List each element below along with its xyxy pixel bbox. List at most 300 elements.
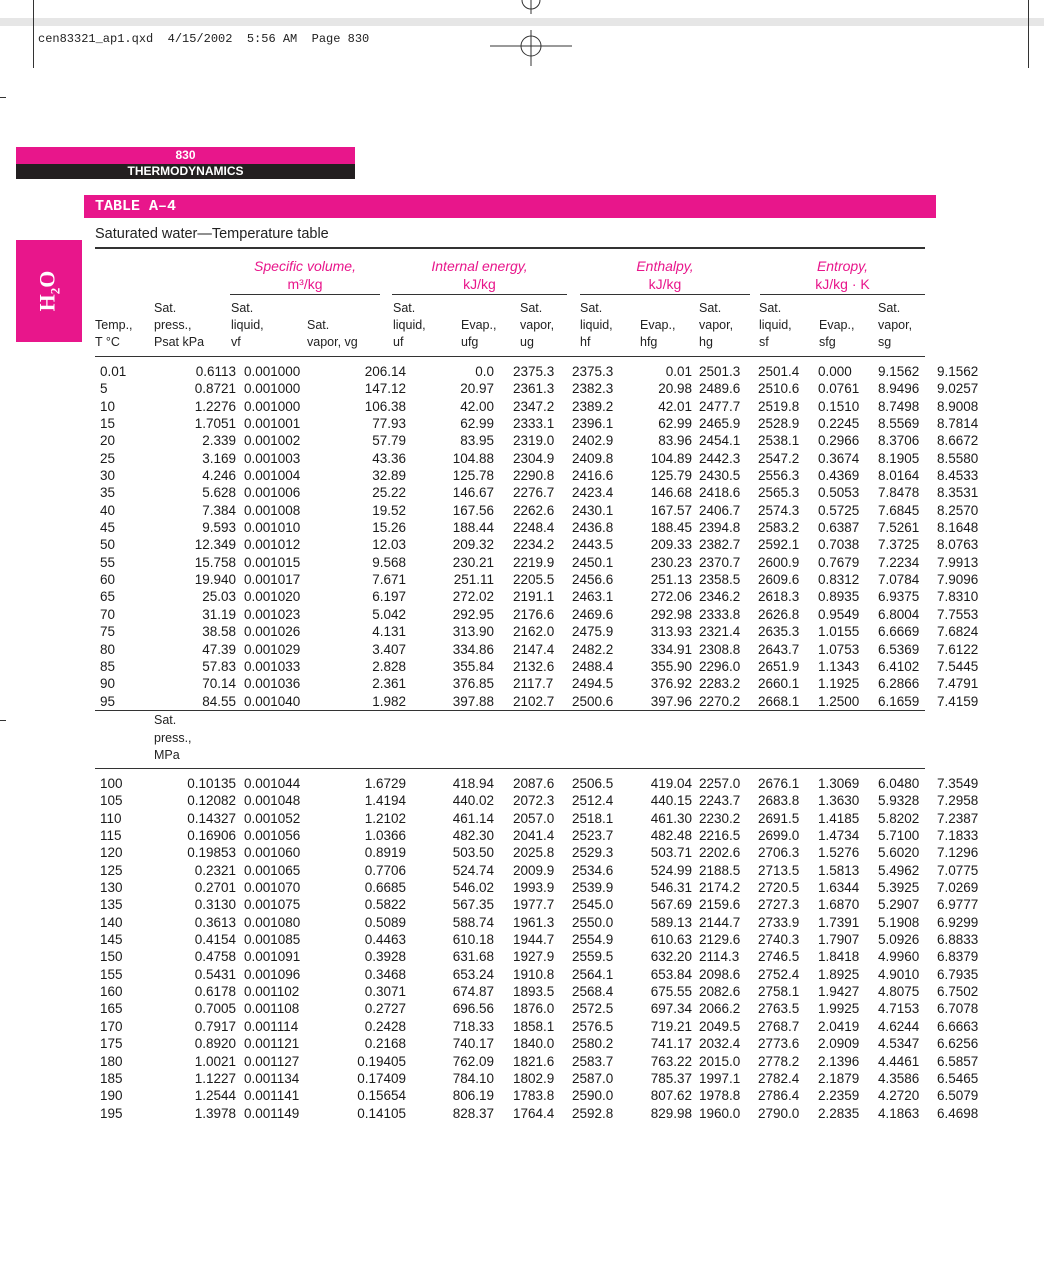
table-cell: 0.14327 — [187, 810, 236, 826]
table-cell: 807.62 — [650, 1088, 692, 1104]
table-cell: 2758.1 — [758, 984, 800, 1000]
table-cell: 1.8925 — [818, 966, 860, 982]
table-cell: 4.4461 — [878, 1053, 920, 1069]
table-row — [95, 1105, 984, 1122]
table-cell: 125 — [100, 862, 123, 878]
table-row — [95, 693, 984, 710]
table-cell: 251.11 — [453, 572, 494, 588]
table-cell: 567.69 — [650, 897, 692, 913]
table-cell: 0.7679 — [818, 554, 860, 570]
table-cell: 0.4758 — [194, 949, 236, 965]
table-cell: 2049.5 — [699, 1018, 741, 1034]
table-cell: 2176.6 — [513, 606, 555, 622]
table-cell: 0.001065 — [244, 862, 301, 878]
table-cell: 80 — [100, 641, 116, 657]
table-cell: 0.001000 — [244, 381, 301, 397]
table-cell: 145 — [100, 932, 123, 948]
table-cell: 167.57 — [650, 502, 692, 518]
table-cell: 4.5347 — [878, 1036, 920, 1052]
table-row — [95, 588, 984, 605]
table-row — [95, 914, 984, 931]
table-cell: 524.99 — [650, 862, 692, 878]
table-row — [95, 966, 984, 983]
table-cell: 2529.3 — [572, 845, 614, 861]
table-cell: 2786.4 — [758, 1088, 800, 1104]
table-cell: 2773.6 — [758, 1036, 800, 1052]
table-cell: 2406.7 — [699, 502, 741, 518]
table-cell: 2098.6 — [699, 966, 741, 982]
table-cell: 2450.1 — [572, 554, 614, 570]
table-cell: 0.5431 — [194, 966, 236, 982]
table-cell: 2519.8 — [758, 398, 800, 414]
table-cell: 0.10135 — [187, 776, 236, 791]
table-cell: 188.44 — [452, 520, 494, 536]
table-cell: 0.001001 — [244, 416, 301, 432]
table-cell: 2129.6 — [699, 932, 741, 948]
table-cell: 0.4154 — [194, 932, 236, 948]
table-row — [95, 792, 984, 809]
table-cell: 2660.1 — [758, 676, 800, 692]
table-cell: 6.1659 — [878, 693, 920, 709]
table-cell: 8.4533 — [937, 468, 979, 484]
table-cell: 4.246 — [202, 468, 236, 484]
table-cell: 2572.5 — [572, 1001, 614, 1017]
table-cell: 1.5813 — [818, 862, 860, 878]
table-cell: 0.001134 — [244, 1070, 300, 1086]
table-row — [95, 363, 984, 380]
table-row — [95, 432, 984, 449]
group-rule — [230, 294, 380, 295]
table-cell: 1910.8 — [513, 966, 555, 982]
table-cell: 83.96 — [658, 433, 692, 449]
table-row — [95, 1053, 984, 1070]
table-cell: 0.8721 — [194, 381, 236, 397]
table-cell: 7.8478 — [878, 485, 920, 501]
table-cell: 1.7907 — [818, 932, 860, 948]
table-cell: 7.0269 — [937, 880, 979, 896]
table-row — [95, 896, 984, 913]
table-cell: 2539.9 — [572, 880, 614, 896]
col-head-hf: Sat. liquid, hf — [580, 301, 613, 349]
table-cell: 2651.9 — [758, 658, 800, 674]
table-cell: 2.0909 — [818, 1036, 860, 1052]
table-cell: 8.9008 — [937, 398, 979, 414]
table-cell: 2283.2 — [699, 676, 741, 692]
table-cell: 20 — [100, 433, 116, 449]
table-cell: 292.98 — [650, 606, 692, 622]
table-cell: 15 — [100, 416, 116, 432]
table-cell: 0.001004 — [244, 468, 301, 484]
table-row — [95, 450, 984, 467]
table-cell: 70 — [100, 606, 116, 622]
table-cell: 2538.1 — [758, 433, 800, 449]
table-cell: 2518.1 — [572, 810, 614, 826]
table-cell: 1876.0 — [513, 1001, 555, 1017]
table-cell: 589.13 — [650, 914, 692, 930]
table-row — [95, 1087, 984, 1104]
table-cell: 104.89 — [650, 450, 692, 466]
table-cell: 6.0480 — [878, 776, 920, 791]
table-cell: 25 — [100, 450, 116, 466]
table-cell: 2590.0 — [572, 1088, 614, 1104]
table-cell: 0.001012 — [244, 537, 301, 553]
table-cell: 1.0155 — [818, 624, 860, 640]
table-cell: 2618.3 — [758, 589, 800, 605]
table-cell: 1.9925 — [818, 1001, 860, 1017]
table-cell: 0.1510 — [818, 398, 860, 414]
table-cell: 0.19853 — [187, 845, 236, 861]
col-head-sg: Sat. vapor, sg — [878, 301, 913, 349]
table-cell: 0.001091 — [244, 949, 301, 965]
table-cell: 806.19 — [452, 1088, 494, 1104]
table-cell: 2205.5 — [513, 572, 555, 588]
table-cell: 829.98 — [650, 1105, 692, 1121]
table-cell: 62.99 — [460, 416, 494, 432]
table-cell: 4.9010 — [878, 966, 920, 982]
table-cell: 195 — [100, 1105, 123, 1121]
table-cell: 0.4463 — [364, 932, 406, 948]
table-cell: 376.85 — [452, 676, 494, 692]
table-cell: 9.568 — [372, 554, 406, 570]
table-cell: 1.6729 — [364, 776, 406, 791]
table-row — [95, 467, 984, 484]
table-cell: 6.6256 — [937, 1036, 979, 1052]
table-cell: 0.2321 — [194, 862, 236, 878]
table-cell: 55 — [100, 554, 116, 570]
table-cell: 2319.0 — [513, 433, 555, 449]
table-cell: 2740.3 — [758, 932, 800, 948]
table-cell: 188.45 — [650, 520, 692, 536]
table-cell: 1.1227 — [194, 1070, 236, 1086]
col-head-hg: Sat. vapor, hg — [699, 301, 734, 349]
table-cell: 440.15 — [650, 793, 692, 809]
table-cell: 146.68 — [650, 485, 692, 501]
table-cell: 2147.4 — [513, 641, 555, 657]
table-cell: 2534.6 — [572, 862, 614, 878]
table-cell: 2.1396 — [818, 1053, 860, 1069]
table-cell: 2072.3 — [513, 793, 555, 809]
table-cell: 6.7078 — [937, 1001, 979, 1017]
table-cell: 7.2958 — [937, 793, 979, 809]
table-cell: 42.01 — [658, 398, 692, 414]
table-row — [95, 844, 984, 861]
table-cell: 0.8935 — [818, 589, 860, 605]
table-cell: 170 — [100, 1018, 123, 1034]
table-cell: 2416.6 — [572, 468, 614, 484]
table-cell: 1.2276 — [194, 398, 236, 414]
table-cell: 1821.6 — [513, 1053, 555, 1069]
table-cell: 6.8833 — [937, 932, 979, 948]
table-cell: 0.2701 — [194, 880, 236, 896]
table-cell: 2270.2 — [699, 693, 741, 709]
table-cell: 0.7706 — [364, 862, 406, 878]
table-cell: 0.001075 — [244, 897, 301, 913]
table-cell: 0.001002 — [244, 433, 301, 449]
table-cell: 397.88 — [452, 693, 494, 709]
table-cell: 206.14 — [364, 364, 406, 379]
table-cell: 6.7935 — [937, 966, 979, 982]
table-cell: 1.0021 — [194, 1053, 236, 1069]
table-cell: 0.5089 — [364, 914, 406, 930]
table-cell: 6.9375 — [878, 589, 920, 605]
table-cell: 4.3586 — [878, 1070, 920, 1086]
table-cell: 2.828 — [372, 658, 406, 674]
table-cell: 1.3069 — [818, 776, 860, 791]
table-cell: 0.17409 — [357, 1070, 406, 1086]
table-cell: 20.97 — [460, 381, 494, 397]
table-cell: 2523.7 — [572, 828, 614, 844]
table-cell: 2469.6 — [572, 606, 614, 622]
table-cell: 719.21 — [650, 1018, 692, 1034]
table-cell: 0.001036 — [244, 676, 301, 692]
table-cell: 0.8920 — [194, 1036, 236, 1052]
table-cell: 1.0366 — [364, 828, 406, 844]
table-cell: 2.361 — [372, 676, 406, 692]
table-cell: 84.55 — [202, 693, 236, 709]
crop-mark — [0, 720, 6, 721]
table-cell: 0.001010 — [244, 520, 301, 536]
table-cell: 0.5053 — [818, 485, 860, 501]
table-cell: 6.5857 — [937, 1053, 979, 1069]
table-cell: 0.001008 — [244, 502, 301, 518]
table-cell: 2501.3 — [699, 364, 741, 379]
table-cell: 2683.8 — [758, 793, 800, 809]
table-cell: 2066.2 — [699, 1001, 741, 1017]
table-cell: 8.9496 — [878, 381, 920, 397]
table-cell: 2057.0 — [513, 810, 555, 826]
table-cell: 7.6824 — [937, 624, 979, 640]
table-cell: 15.758 — [194, 554, 236, 570]
table-cell: 2.339 — [202, 433, 236, 449]
table-cell: 2418.6 — [699, 485, 741, 501]
table-cell: 7.3549 — [937, 776, 979, 791]
table-cell: 2706.3 — [758, 845, 800, 861]
table-cell: 2456.6 — [572, 572, 614, 588]
table-cell: 610.18 — [452, 932, 494, 948]
table-cell: 2778.2 — [758, 1053, 800, 1069]
table-cell: 718.33 — [452, 1018, 494, 1034]
table-cell: 2162.0 — [513, 624, 555, 640]
table-cell: 2727.3 — [758, 897, 800, 913]
table-cell: 180 — [100, 1053, 123, 1069]
table-cell: 2144.7 — [699, 914, 741, 930]
table-cell: 696.56 — [452, 1001, 494, 1017]
table-cell: 2430.5 — [699, 468, 741, 484]
table-cell: 2547.2 — [758, 450, 800, 466]
table-cell: 2782.4 — [758, 1070, 800, 1086]
table-cell: 2402.9 — [572, 433, 614, 449]
table-cell: 2358.5 — [699, 572, 741, 588]
table-cell: 741.17 — [650, 1036, 692, 1052]
table-row — [95, 641, 984, 658]
table-cell: 524.74 — [452, 862, 494, 878]
table-cell: 0.001026 — [244, 624, 301, 640]
table-cell: 2454.1 — [699, 433, 741, 449]
table-cell: 9.0257 — [937, 381, 979, 397]
table-cell: 0.6178 — [194, 984, 236, 1000]
table-cell: 762.09 — [452, 1053, 494, 1069]
table-cell: 0.001015 — [244, 554, 301, 570]
table-cell: 2382.7 — [699, 537, 741, 553]
table-cell: 7.8310 — [937, 589, 979, 605]
table-cell: 0.3674 — [818, 450, 860, 466]
table-cell: 2.1879 — [818, 1070, 860, 1086]
table-cell: 2436.8 — [572, 520, 614, 536]
table-cell: 2559.5 — [572, 949, 614, 965]
table-cell: 209.33 — [650, 537, 692, 553]
table-cell: 1960.0 — [699, 1105, 741, 1121]
table-cell: 0.001127 — [244, 1053, 300, 1069]
table-cell: 4.131 — [372, 624, 406, 640]
table-cell: 5.042 — [372, 606, 406, 622]
table-cell: 0.6685 — [364, 880, 406, 896]
table-row — [95, 862, 984, 879]
table-cell: 653.24 — [452, 966, 494, 982]
table-cell: 2600.9 — [758, 554, 800, 570]
table-cell: 4.1863 — [878, 1105, 920, 1121]
table-cell: 7.7553 — [937, 606, 979, 622]
table-cell: 1764.4 — [513, 1105, 555, 1121]
table-cell: 1840.0 — [513, 1036, 555, 1052]
group-internal-energy: Internal energy, kJ/kg — [431, 258, 528, 292]
table-row — [95, 502, 984, 519]
table-cell: 675.55 — [650, 984, 692, 1000]
table-cell: 2191.1 — [513, 589, 555, 605]
table-cell: 631.68 — [452, 949, 494, 965]
table-cell: 12.349 — [194, 537, 236, 553]
table-cell: 2375.3 — [513, 364, 555, 379]
table-cell: 160 — [100, 984, 123, 1000]
table-cell: 0.001020 — [244, 589, 301, 605]
table-row — [95, 398, 984, 415]
table-cell: 90 — [100, 676, 116, 692]
table-cell: 2394.8 — [699, 520, 741, 536]
table-cell: 7.5261 — [878, 520, 920, 536]
table-cell: 2488.4 — [572, 658, 614, 674]
table-cell: 7.1296 — [937, 845, 979, 861]
table-cell: 165 — [100, 1001, 123, 1017]
table-cell: 135 — [100, 897, 123, 913]
table-cell: 2528.9 — [758, 416, 800, 432]
table-cell: 2635.3 — [758, 624, 800, 640]
table-cell: 230.23 — [650, 554, 692, 570]
table-cell: 2510.6 — [758, 381, 800, 397]
table-cell: 4.6244 — [878, 1018, 920, 1034]
table-cell: 1927.9 — [513, 949, 555, 965]
table-row — [95, 827, 984, 844]
table-cell: 313.90 — [452, 624, 494, 640]
table-cell: 0.4369 — [818, 468, 860, 484]
table-cell: 2333.8 — [699, 606, 741, 622]
table-cell: 461.30 — [650, 810, 692, 826]
table-cell: 2643.7 — [758, 641, 800, 657]
table-cell: 6.8004 — [878, 606, 920, 622]
table-cell: 2.2359 — [818, 1088, 860, 1104]
table-cell: 2347.2 — [513, 398, 555, 414]
col-head-vf: Sat. liquid, vf — [231, 301, 264, 349]
table-cell: 2082.6 — [699, 984, 741, 1000]
table-cell: 32.89 — [372, 468, 406, 484]
table-cell: 567.35 — [452, 897, 494, 913]
table-cell: 42.00 — [460, 398, 494, 414]
table-cell: 2132.6 — [513, 658, 555, 674]
table-cell: 2041.4 — [513, 828, 555, 844]
table-cell: 7.9913 — [937, 554, 979, 570]
table-cell: 0.01 — [100, 364, 127, 379]
table-cell: 6.9777 — [937, 897, 979, 913]
table-cell: 8.1648 — [937, 520, 979, 536]
table-cell: 4.8075 — [878, 984, 920, 1000]
table-cell: 2370.7 — [699, 554, 741, 570]
table-cell: 2230.2 — [699, 810, 741, 826]
table-cell: 8.5580 — [937, 450, 979, 466]
table-cell: 85 — [100, 658, 116, 674]
table-cell: 7.0784 — [878, 572, 920, 588]
table-cell: 5.3925 — [878, 880, 920, 896]
table-cell: 6.4102 — [878, 658, 920, 674]
table-cell: 2443.5 — [572, 537, 614, 553]
table-cell: 5.6020 — [878, 845, 920, 861]
table-cell: 546.02 — [452, 880, 494, 896]
table-cell: 2262.6 — [513, 502, 555, 518]
table-cell: 2568.4 — [572, 984, 614, 1000]
page-number: 830 — [16, 147, 355, 164]
table-cell: 0.7038 — [818, 537, 860, 553]
table-cell: 1.3630 — [818, 793, 860, 809]
group-rule — [760, 294, 925, 295]
table-cell: 2375.3 — [572, 364, 614, 379]
table-cell: 35 — [100, 485, 116, 501]
table-cell: 77.93 — [372, 416, 406, 432]
table-cell: 3.169 — [202, 450, 236, 466]
table-cell: 0.001149 — [244, 1105, 300, 1121]
table-cell: 6.2866 — [878, 676, 920, 692]
table-cell: 1.982 — [372, 693, 406, 709]
table-cell: 2389.2 — [572, 398, 614, 414]
table-cell: 2202.6 — [699, 845, 741, 861]
table-cell: 419.04 — [650, 776, 692, 791]
section-rule — [95, 768, 925, 769]
table-cell: 7.5445 — [937, 658, 979, 674]
table-row — [95, 606, 984, 623]
table-cell: 19.940 — [194, 572, 236, 588]
table-cell: 150 — [100, 949, 123, 965]
table-cell: 1783.8 — [513, 1088, 555, 1104]
table-cell: 2114.3 — [699, 949, 740, 965]
table-cell: 8.7814 — [937, 416, 979, 432]
table-cell: 50 — [100, 537, 116, 553]
table-cell: 1.8418 — [818, 949, 860, 965]
table-cell: 2583.7 — [572, 1053, 614, 1069]
table-cell: 2733.9 — [758, 914, 800, 930]
table-cell: 75 — [100, 624, 116, 640]
table-cell: 2442.3 — [699, 450, 741, 466]
table-cell: 65 — [100, 589, 116, 605]
table-cell: 0.2428 — [364, 1018, 406, 1034]
table-cell: 0.19405 — [357, 1053, 406, 1069]
crop-mark — [0, 97, 6, 98]
table-cell: 1.4734 — [818, 828, 860, 844]
table-cell: 1802.9 — [513, 1070, 555, 1086]
table-cell: 0.3613 — [194, 914, 236, 930]
table-cell: 5.9328 — [878, 793, 920, 809]
table-cell: 7.9096 — [937, 572, 979, 588]
table-cell: 4.2720 — [878, 1088, 920, 1104]
table-cell: 25.03 — [202, 589, 236, 605]
table-cell: 2015.0 — [699, 1053, 741, 1069]
group-enthalpy: Enthalpy, kJ/kg — [636, 258, 694, 292]
table-row — [95, 1018, 984, 1035]
